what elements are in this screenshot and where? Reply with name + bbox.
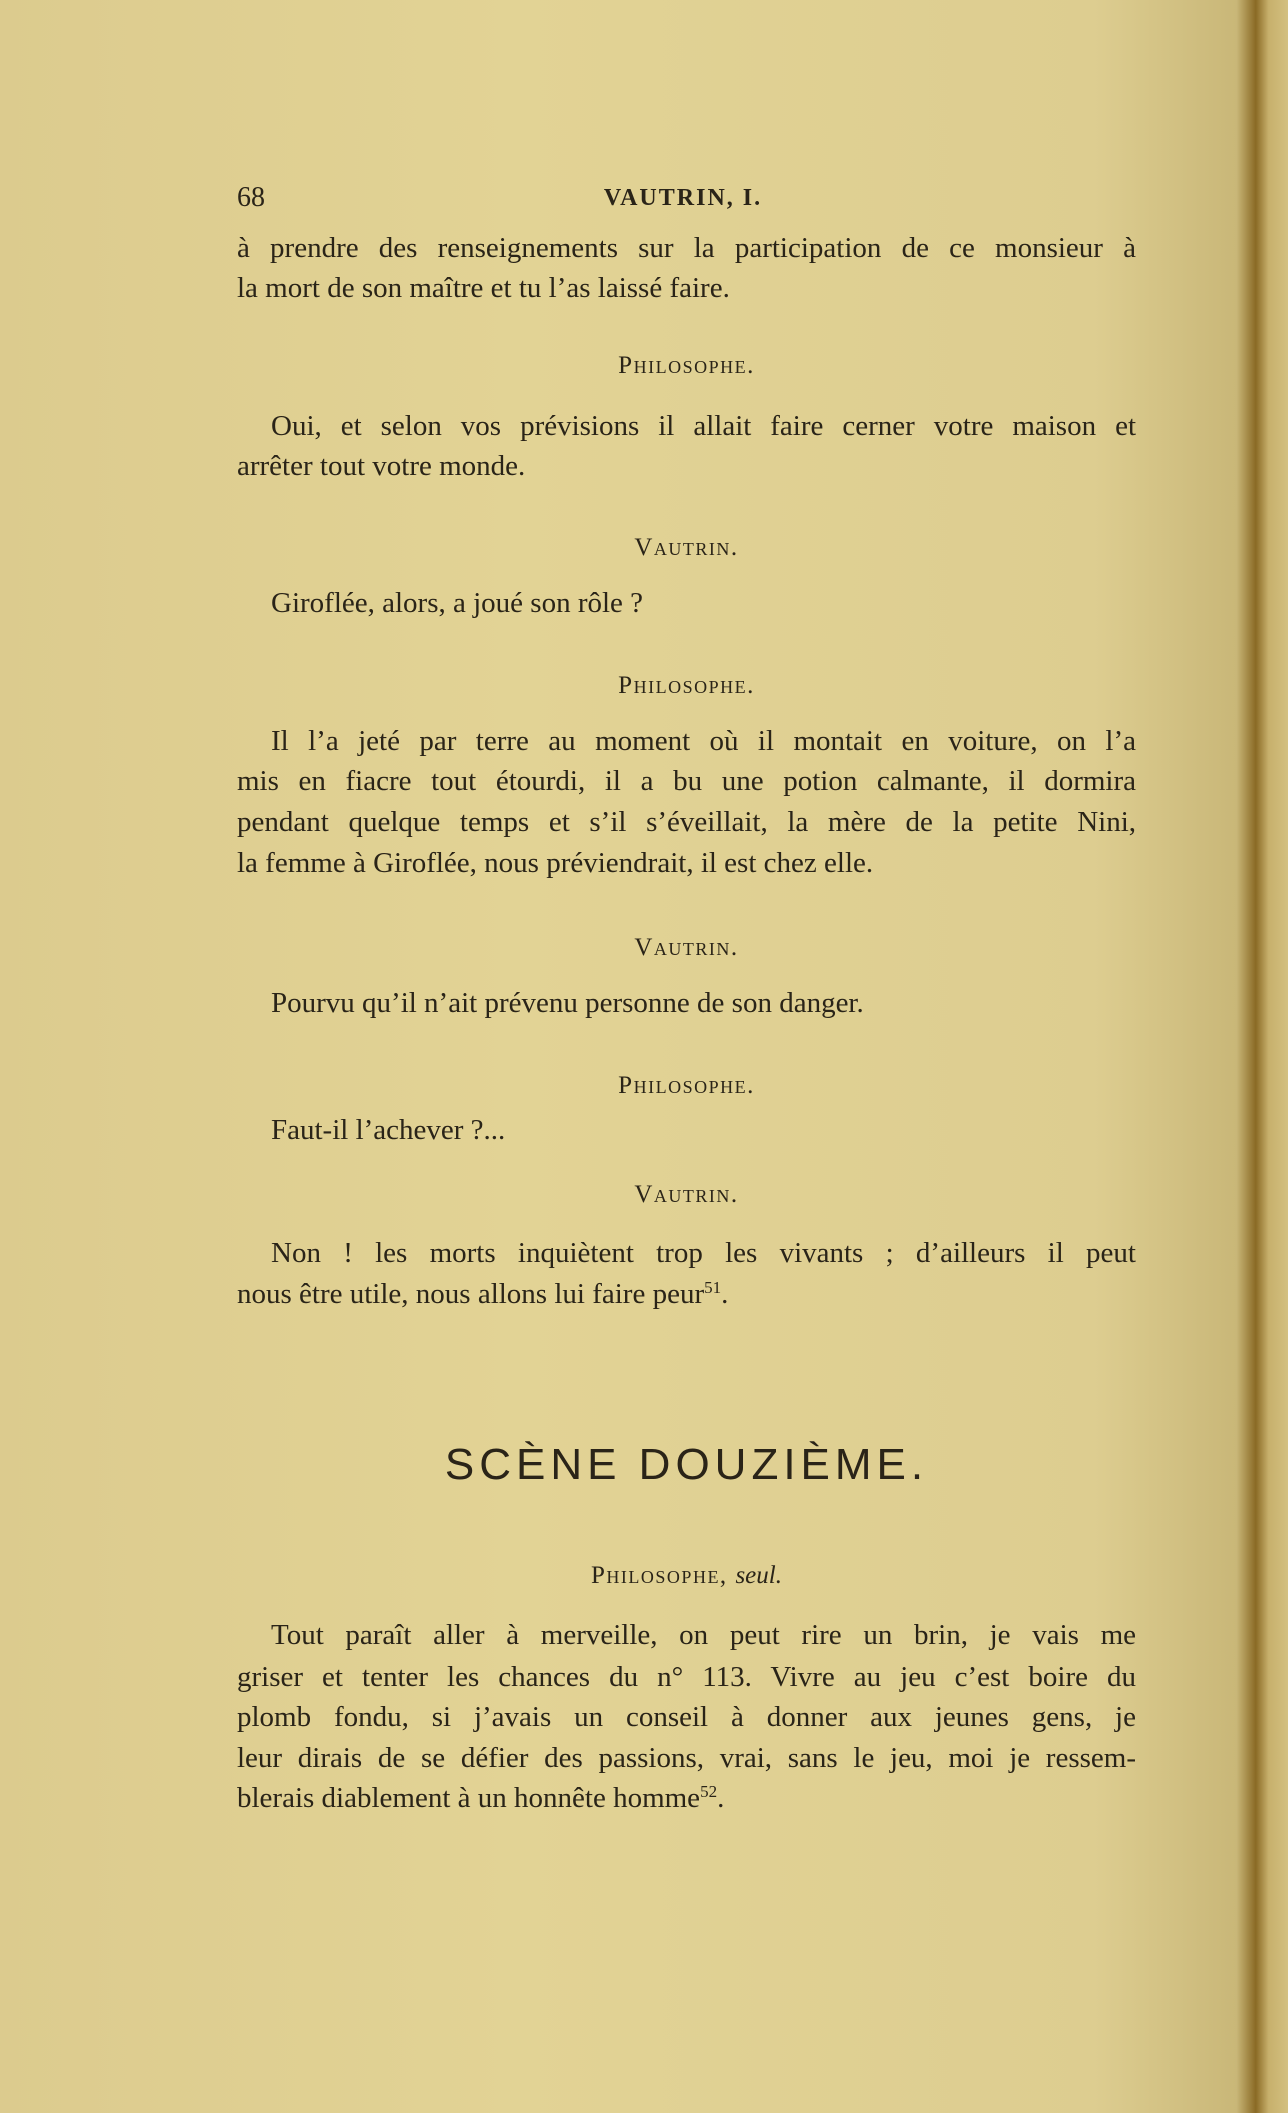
stage-direction: seul. [735,1562,782,1589]
running-title-text: VAUTRIN, I. [603,185,763,211]
text-line: leur dirais de se défier des passions, vrai, sans le jeu, moi je ressem- [237,1742,1136,1774]
text-line: mis en fiacre tout étourdi, il a bu une potion calmante, il dormira [237,765,1136,797]
text-span: blerais diablement à un honnête homme [237,1782,701,1814]
text-line: Faut-il l’achever ?... [271,1114,506,1146]
speaker-name: Vautrin. [634,1181,739,1208]
text-line: Il l’a jeté par terre au moment où il montait en voiture, on l’a [271,725,1136,757]
text-line: griser et tenter les chances du n° 113. Vivre au jeu c’est boire du [237,1661,1136,1693]
scene-title: SCÈNE DOUZIÈME. [444,1440,929,1489]
footnote-ref[interactable]: 52 [700,1782,718,1801]
text-line: Oui, et selon vos prévisions il allait faire cerner votre maison et [271,410,1136,442]
text-line: la femme à Giroflée, nous préviendrait, il est chez elle. [237,847,874,879]
text-line: plomb fondu, si j’avais un conseil à donner aux jeunes gens, je [237,1701,1136,1733]
text-line: nous être utile, nous allons lui faire peur$^{51}$. [237,1278,729,1310]
text-line: pendant quelque temps et s’il s’éveillait, la mère de la petite Nini, [237,806,1136,838]
speaker-name: Vautrin. [634,534,739,561]
page-number: 68 [237,182,265,213]
text-line: Non ! les morts inquiètent trop les vivants ; d’ailleurs il peut [271,1237,1136,1269]
running-title [0,178,1288,218]
text-line: Giroflée, alors, a joué son rôle ? [271,587,644,619]
speaker-name: Philosophe. [618,352,755,379]
text-line: à prendre des renseignements sur la participation de ce monsieur à [237,232,1136,264]
speaker-text: Philosophe, [591,1562,728,1589]
text-line: Tout paraît aller à merveille, on peut rire un brin, je vais me [271,1619,1136,1651]
speaker-name: Philosophe. [618,672,755,699]
text-span: nous être utile, nous allons lui faire peur [237,1278,705,1310]
speaker-name: Philosophe. [618,1072,755,1099]
text-line: la mort de son maître et tu l’as laissé faire. [237,272,730,304]
speaker-name: Vautrin. [634,934,739,961]
text-line: arrêter tout votre monde. [237,450,526,482]
speaker-name [237,1556,1136,1596]
text-line: Pourvu qu’il n’ait prévenu personne de son danger. [271,987,864,1019]
text-line: blerais diablement à un honnête homme$^{52}$. [237,1782,725,1814]
footnote-ref[interactable]: 51 [704,1278,722,1297]
